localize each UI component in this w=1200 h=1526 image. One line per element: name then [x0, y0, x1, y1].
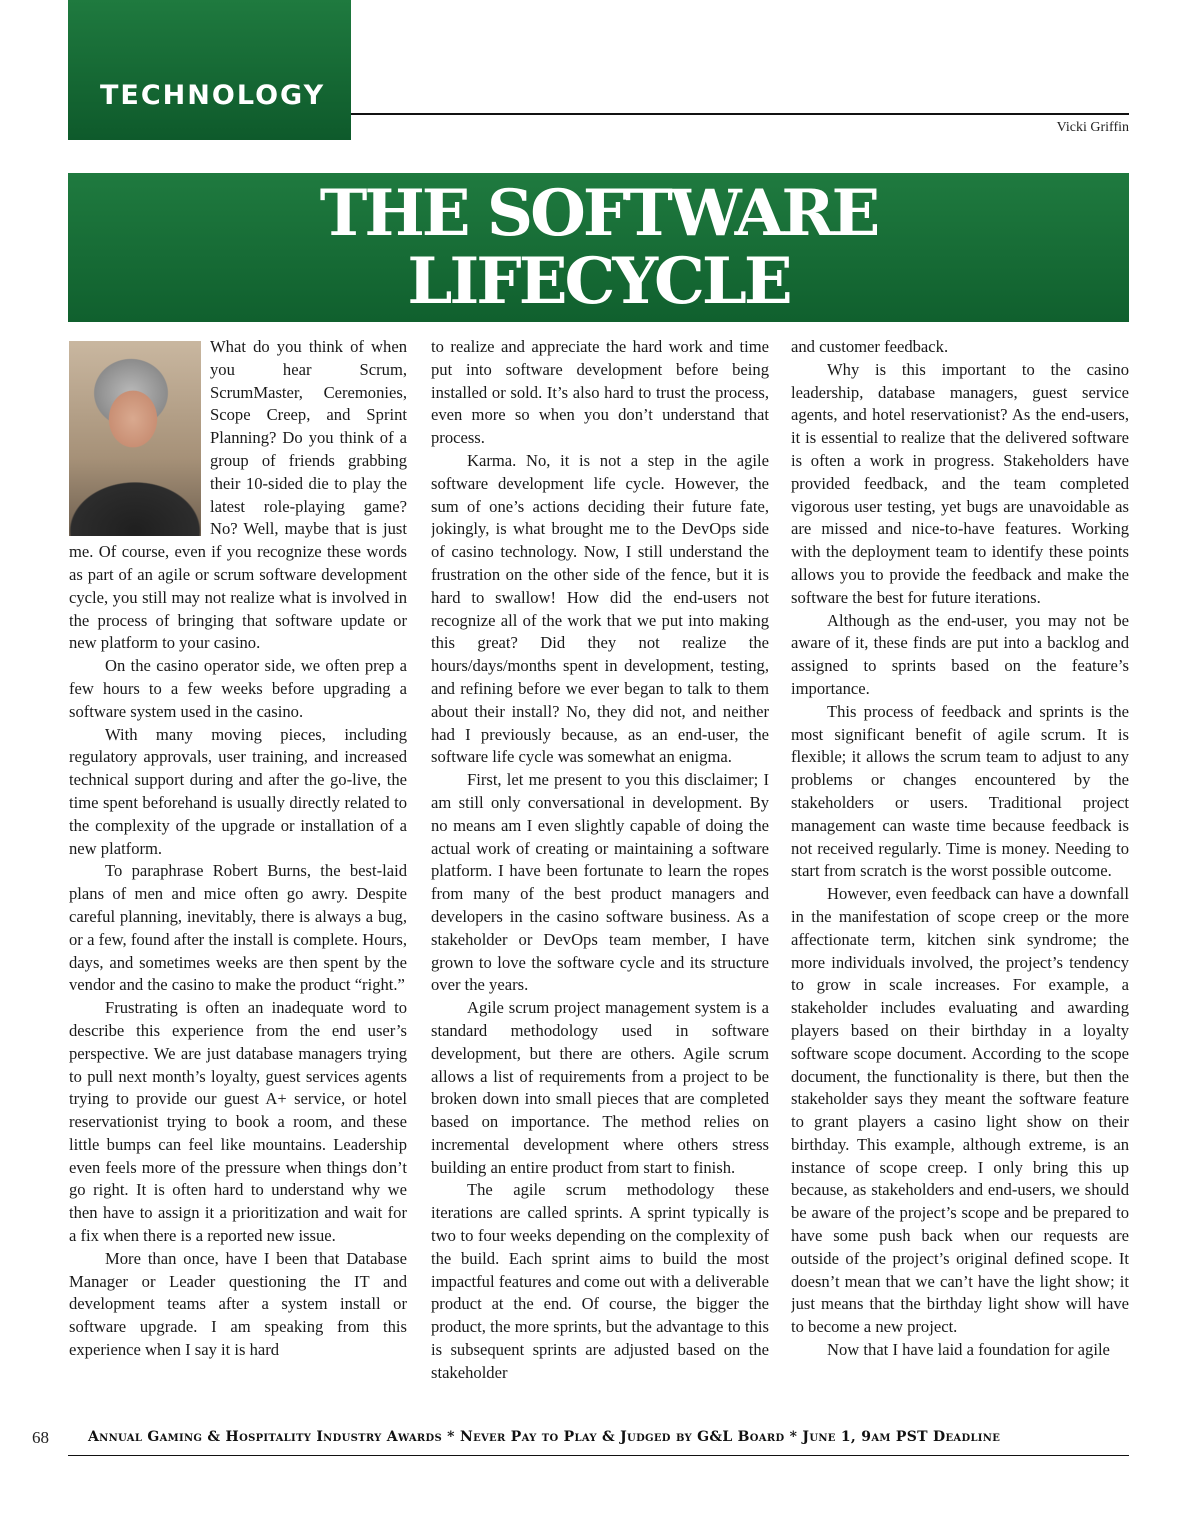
article-title-line-2: LIFECYCLE [407, 243, 790, 319]
paragraph: More than once, have I been that Database Manager or Leader questioning the IT and development teams after a system install or software upgrade. I am speaking from this experience when I say it is hard [69, 1248, 407, 1360]
author-photo [69, 341, 201, 536]
paragraph: However, even feedback can have a downfall in the manifestation of scope creep or the more affectionate term, kitchen sink syndrome; the more individuals involved, the project’s tendency to grow in scale increases. For example, a stakeholder includes evaluating and awarding players based on their birthday in a loyalty software scope document. According to the scope document, the functionality is there, but then the stakeholder says they meant the software feature to grant players a casino light show on their birthday. This example, although extreme, is an instance of scope creep. I only bring this up because, as stakeholders and end-users, we should be aware of the project’s scope and be prepared to have some push back when our requests are outside of the project’s original defined scope. It doesn’t mean that we can’t have the light show; it just means that the birthday light show will have to become a new project. [791, 884, 1129, 1337]
paragraph: On the casino operator side, we often prep a few hours to a few weeks before upgrading a software system used in the casino. [69, 656, 407, 721]
paragraph: and customer feedback. [791, 337, 949, 356]
section-label: TECHNOLOGY [100, 80, 326, 111]
paragraph: to realize and appreciate the hard work and time put into software development before being installed or sold. It’s also hard to trust the process, even more so when you don’t understand that process. [431, 337, 769, 448]
paragraph: With many moving pieces, including regulatory approvals, user training, and increased technical support during and after the go-live, the time spent beforehand is usually directly related to the complexity of the upgrade or installation of a new platform. [69, 724, 407, 858]
page-number: 68 [32, 1428, 49, 1447]
paragraph: Now that I have laid a foundation for agile [827, 1340, 1110, 1360]
paragraph: Why is this important to the casino leadership, database managers, guest service agents, and hotel reservationist? As the end-users, it is essential to realize that the delivered software is often a work in progress. Stakeholders have provided feedback, and the team completed vigorous user testing, yet bugs are unavoidable as are missed and nice-to-have features. Working with the deployment team to identify these points allows you to provide the feedback and make the software the best for future iterations. [791, 359, 1129, 607]
paragraph: Karma. No, it is not a step in the agile software development life cycle. However, the sum of one’s actions deciding their future fate, jokingly, is what brought me to the DevOps side of casino technology. Now, I still understand the frustration on the other side of the fence, but it is hard to swallow! How did the end-users not recognize all of the work that we put into making this great? Did they not realize the hours/days/months spent in development, testing, and refining before we ever began to talk to them about their install? No, they did not, and neither had I previously because, as an end-user, the software life cycle was somewhat an enigma. [431, 450, 769, 767]
section-tab [68, 0, 351, 140]
paragraph: What do you think of when you hear Scrum, ScrumMaster, Ceremonies, Scope Creep, and Sprint Planning? Do you think of a group of friends grabbing their 10-sided die to play the latest role-playing game? No? Well, maybe that is just me. Of course, even if you recognize these words as part of an agile or scrum software development cycle, you still may not realize what is involved in the process of bringing that software update or new platform to your casino. [69, 337, 407, 653]
paragraph: Frustrating is often an inadequate word to describe this experience from the end user’s perspective. We are just database managers trying to pull next month’s loyalty, guest services agents trying to provide our guest A+ service, or hotel reservationist trying to book a room, and these little bumps can feel like mountains. Leadership even feels more of the pressure when things don’t go right. It is often hard to understand why we then have to assign it a prioritization and wait for a fix when there is a reported new issue. [69, 998, 407, 1246]
footer-banner-text: Annual Gaming & Hospitality Industry Awards * Never Pay to Play & Judged by G&L Board * June 1, 9am PST Deadline [88, 1429, 1001, 1445]
author-byline: Vicki Griffin [1056, 120, 1129, 135]
footer-rule [68, 1455, 1129, 1456]
paragraph: Agile scrum project management system is a standard methodology used in software development, but there are others. Agile scrum allows a list of requirements from a project to be broken down into small pieces that are completed based on importance. The method relies on incremental development where others stress building an entire product from start to finish. [431, 998, 769, 1177]
paragraph: First, let me present to you this disclaimer; I am still only conversational in development. By no means am I even slightly capable of doing the actual work of creating or maintaining a software platform. I have been fortunate to learn the ropes from many of the best product managers and developers in the casino software business. As a stakeholder or DevOps team member, I have grown to love the software cycle and its structure over the years. [431, 770, 769, 995]
header-rule [351, 113, 1129, 115]
paragraph: To paraphrase Robert Burns, the best-laid plans of men and mice often go awry. Despite careful planning, inevitably, there is always a bug, or a few, found after the install is complete. Hours, days, and sometimes weeks are then spent by the vendor and the casino to make the product “right.” [69, 861, 407, 995]
article-column-1 [69, 336, 407, 1430]
article-title-line-1: THE SOFTWARE [319, 175, 878, 251]
paragraph: This process of feedback and sprints is the most significant benefit of agile scrum. It is flexible; it allows the scrum team to adjust to any problems or changes encountered by the stakeholders or users. Traditional project management can waste time because feedback is not received regularly. Time is money. Needing to start from scratch is the worst possible outcome. [791, 701, 1129, 881]
article-column-3 [791, 336, 1129, 1430]
title-banner [68, 173, 1129, 322]
paragraph: The agile scrum methodology these iterations are called sprints. A sprint typically is two to four weeks depending on the complexity of the build. Each sprint aims to build the most impactful features and come out with a deliverable product at the end. Of course, the bigger the product, the more sprints, but the advantage to this is subsequent sprints are adjusted based on the stakeholder [431, 1180, 769, 1382]
article-column-2 [431, 336, 769, 1430]
paragraph: Although as the end-user, you may not be aware of it, these finds are put into a backlog and assigned to sprints based on the feature’s importance. [791, 610, 1129, 698]
